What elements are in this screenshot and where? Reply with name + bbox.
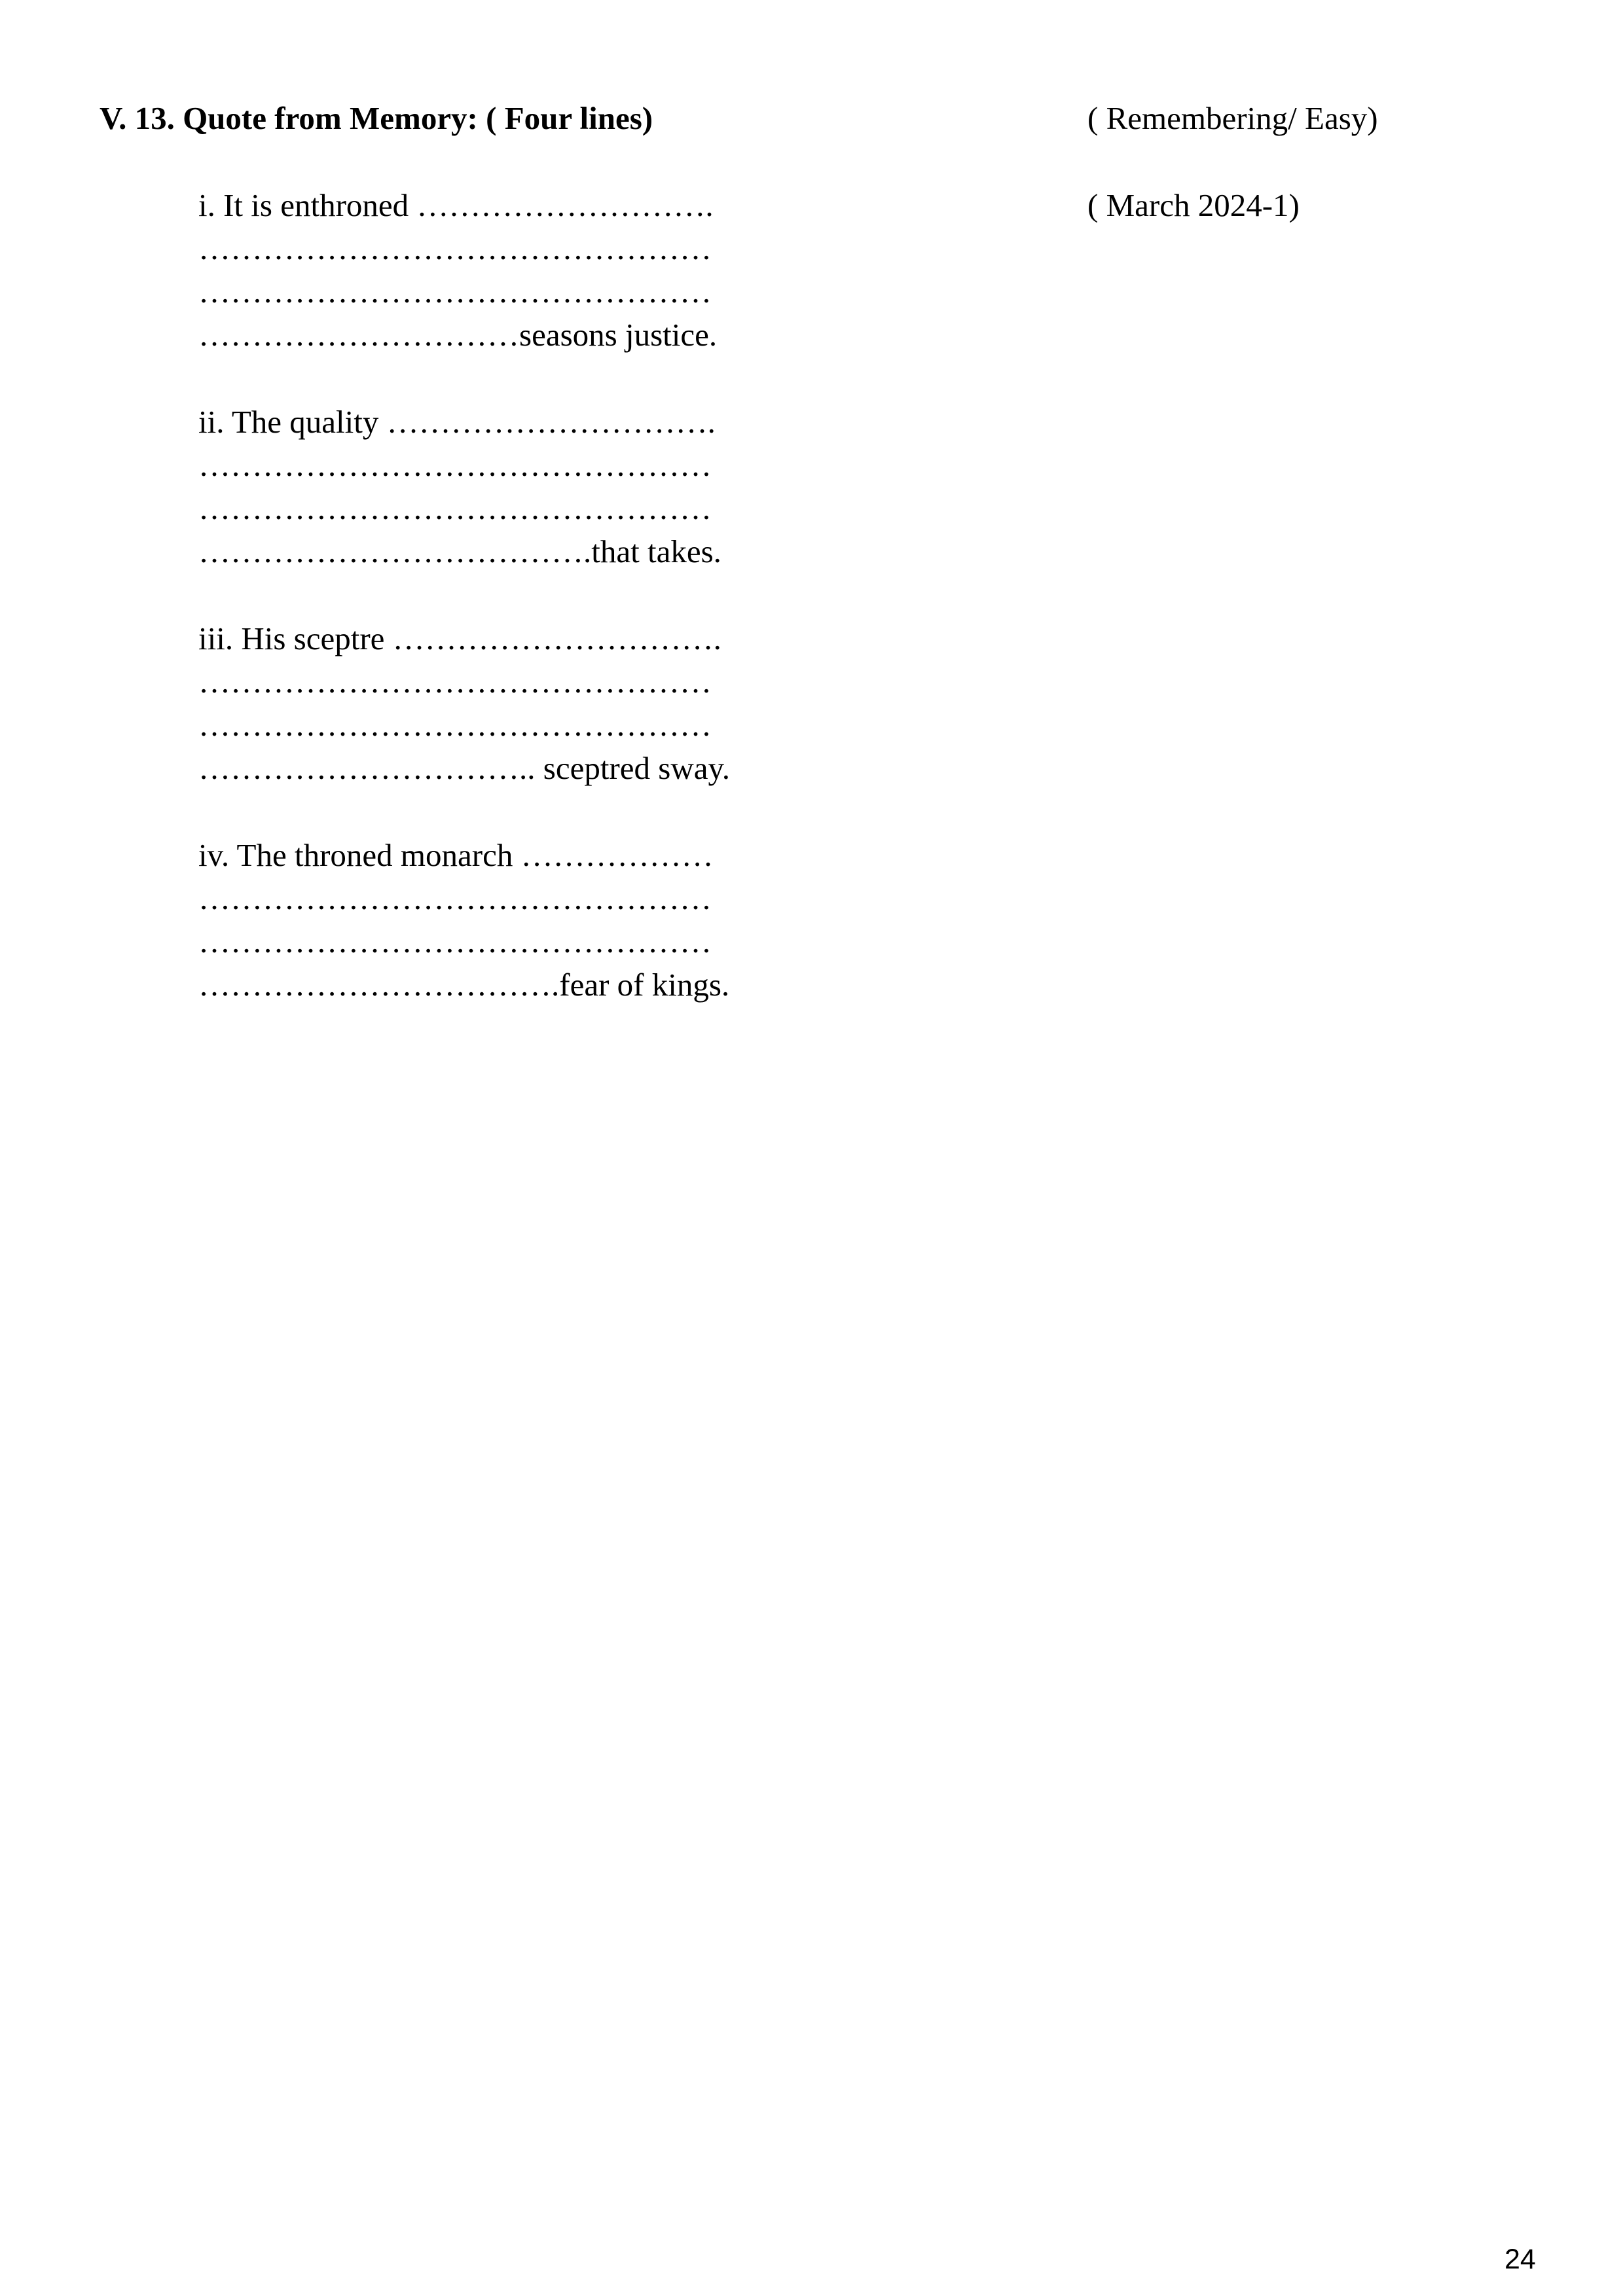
answer-blank-line: ………………………………………… — [198, 664, 712, 700]
answer-blank-line: ………………………………………… — [198, 274, 712, 310]
question-heading: V. 13. Quote from Memory: ( Four lines) — [100, 100, 653, 136]
question-list — [198, 184, 730, 1050]
question-item-4 — [198, 834, 730, 1007]
answer-blank-line: ………………………………………… — [198, 707, 712, 743]
question-ending-line: ……………………………….that takes. — [198, 533, 721, 569]
answer-blank-line: ………………………………………… — [198, 447, 712, 483]
question-ending-line: …………………………….fear of kings. — [198, 967, 730, 1003]
question-ending-line: …………………………seasons justice. — [198, 317, 718, 353]
answer-blank-line: ………………………………………… — [198, 490, 712, 526]
question-ending-line: ………………………….. sceptred sway. — [198, 750, 731, 786]
answer-blank-line: ………………………………………… — [198, 230, 712, 266]
answer-blank-line: ………………………………………… — [198, 924, 712, 960]
question-line: iii. His sceptre …………………………. — [198, 620, 721, 656]
page-number: 24 — [1504, 2244, 1536, 2275]
question-item-2 — [198, 401, 730, 573]
question-line: i. It is enthroned ………………………. — [198, 187, 714, 223]
question-line: iv. The throned monarch ……………… — [198, 837, 714, 873]
exam-source-label: ( March 2024-1) — [1087, 187, 1300, 223]
question-line: ii. The quality …………………………. — [198, 404, 716, 440]
difficulty-label: ( Remembering/ Easy) — [1087, 100, 1378, 136]
question-item-3 — [198, 617, 730, 790]
question-item-1 — [198, 184, 730, 357]
answer-blank-line: ………………………………………… — [198, 880, 712, 916]
